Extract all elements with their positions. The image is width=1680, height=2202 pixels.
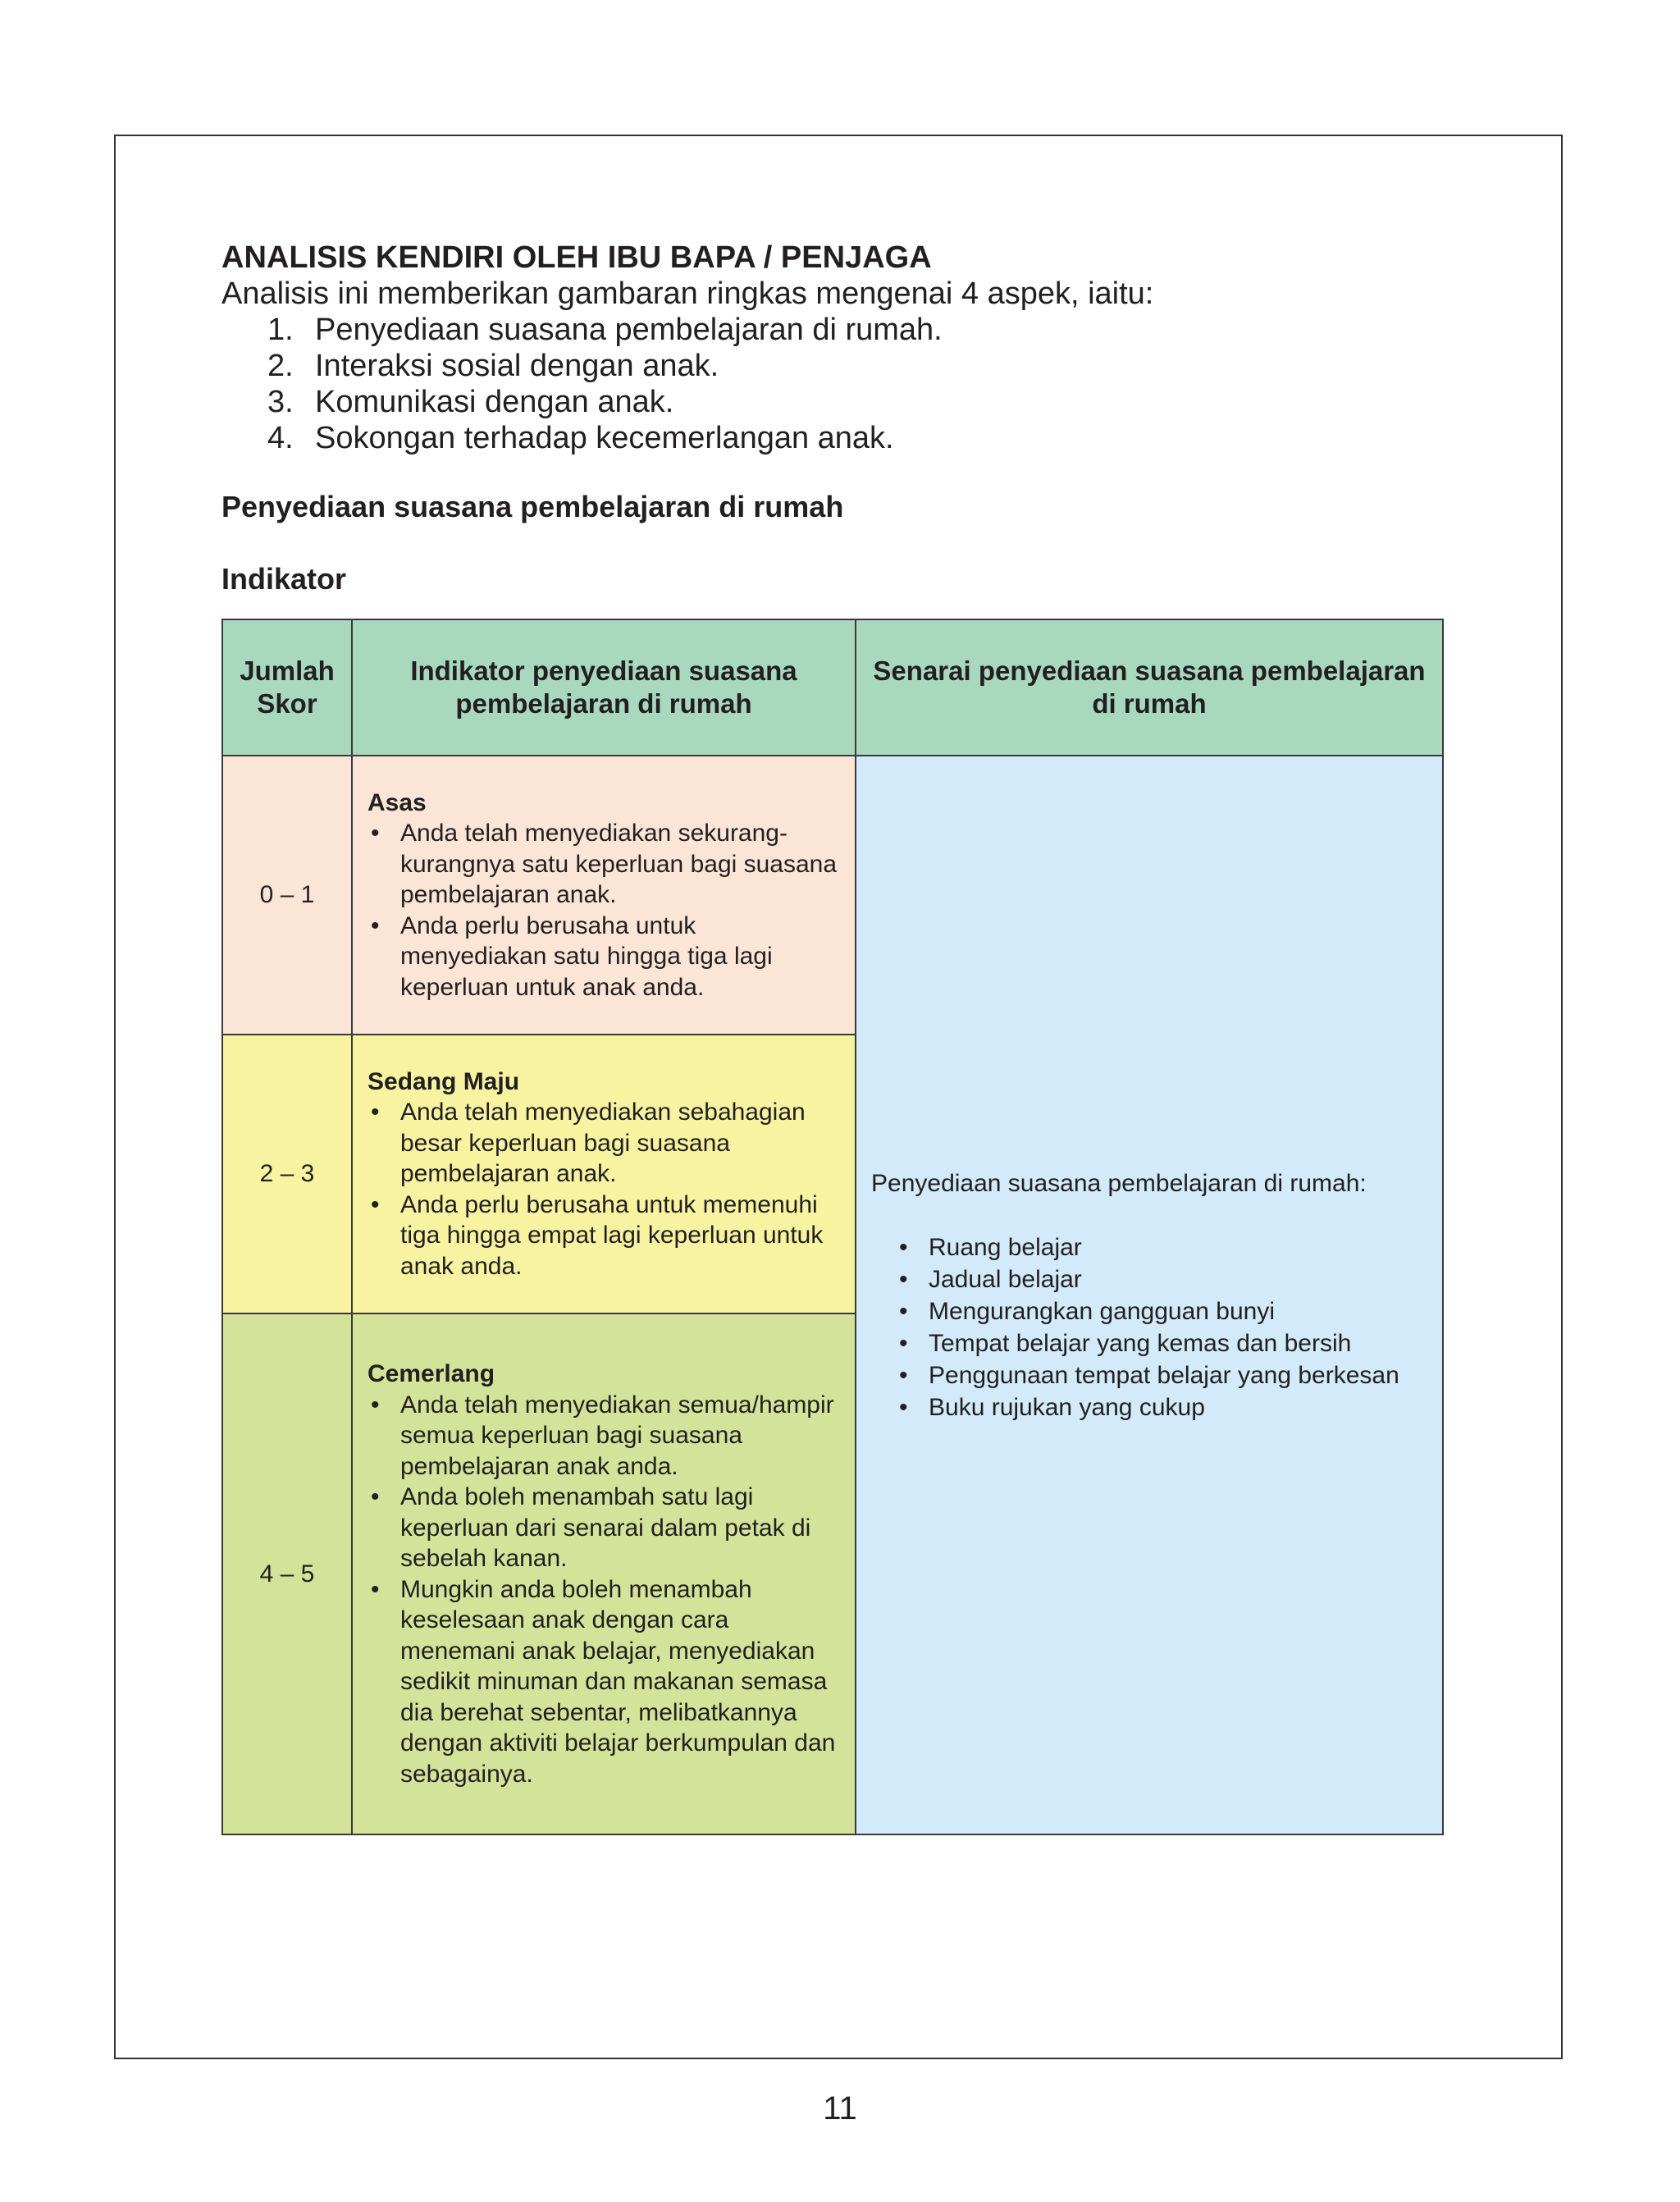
aspect-item: 2. Interaksi sosial dengan anak. — [267, 349, 719, 383]
list-item: • Anda perlu berusaha untuk menyediakan satu hingga tiga lagi keperluan untuk anak anda. — [368, 911, 840, 1003]
level-title: Cemerlang — [368, 1360, 495, 1387]
table-row-asas — [222, 756, 1443, 1035]
header-list: Senarai penyediaan suasana pembelajaran di rumah — [856, 619, 1443, 756]
list-item: • Buku rujukan yang cukup — [896, 1391, 1427, 1423]
aspect-item: 1. Penyediaan suasana pembelajaran di rumah. — [267, 313, 943, 347]
checklist-cell — [856, 756, 1443, 1834]
list-item: • Tempat belajar yang kemas dan bersih — [896, 1327, 1427, 1359]
list-item: • Mungkin anda boleh menambah keselesaan anak dengan cara menemani anak belajar, menyediakan sedikit minuman dan makanan semasa dia berehat sebentar, melibatkannya dengan aktiviti belajar berkumpulan dan sebagainya. — [368, 1574, 840, 1790]
list-item: • Mengurangkan gangguan bunyi — [896, 1295, 1427, 1327]
header-indicator: Indikator penyediaan suasana pembelajaran di rumah — [352, 619, 856, 756]
section-title: Penyediaan suasana pembelajaran di rumah — [221, 490, 844, 523]
document-body — [221, 240, 1452, 597]
page-number: 11 — [823, 2090, 857, 2127]
list-item: • Ruang belajar — [896, 1231, 1427, 1263]
indicator-bullets — [368, 1097, 840, 1281]
list-item: • Anda telah menyediakan semua/hampir semua keperluan bagi suasana pembelajaran anak anda. — [368, 1390, 840, 1482]
table-header-row — [222, 619, 1443, 756]
list-item: • Anda boleh menambah satu lagi keperluan dari senarai dalam petak di sebelah kanan. — [368, 1482, 840, 1574]
indicator-title: Indikator — [221, 562, 347, 596]
score-cell: 4 – 5 — [222, 1313, 352, 1834]
aspect-list — [221, 312, 1452, 456]
indicator-bullets — [368, 818, 840, 1003]
list-item: • Jadual belajar — [896, 1263, 1427, 1295]
header-score: Jumlah Skor — [222, 619, 352, 756]
checklist-heading: Penyediaan suasana pembelajaran di rumah: — [871, 1169, 1367, 1197]
aspect-item: 4. Sokongan terhadap kecemerlangan anak. — [267, 421, 894, 455]
level-title: Sedang Maju — [368, 1067, 520, 1095]
list-item: • Anda telah menyediakan sekurang-kurangnya satu keperluan bagi suasana pembelajaran anak. — [368, 818, 840, 911]
list-item: • Penggunaan tempat belajar yang berkesan — [896, 1359, 1427, 1391]
list-item: • Anda telah menyediakan sebahagian besar keperluan bagi suasana pembelajaran anak. — [368, 1097, 840, 1190]
document-title: ANALISIS KENDIRI OLEH IBU BAPA / PENJAGA — [221, 240, 932, 275]
intro-text: Analisis ini memberikan gambaran ringkas mengenai 4 aspek, iaitu: — [221, 276, 1154, 311]
level-title: Asas — [368, 788, 427, 816]
indicator-bullets — [368, 1390, 840, 1790]
indicator-cell — [352, 1035, 856, 1313]
checklist — [871, 1231, 1427, 1423]
score-cell: 2 – 3 — [222, 1035, 352, 1313]
indicator-table — [221, 619, 1444, 1835]
score-cell: 0 – 1 — [222, 756, 352, 1035]
list-item: • Anda perlu berusaha untuk memenuhi tiga hingga empat lagi keperluan untuk anak anda. — [368, 1190, 840, 1282]
aspect-item: 3. Komunikasi dengan anak. — [267, 385, 674, 419]
indicator-cell — [352, 756, 856, 1035]
indicator-cell — [352, 1313, 856, 1834]
